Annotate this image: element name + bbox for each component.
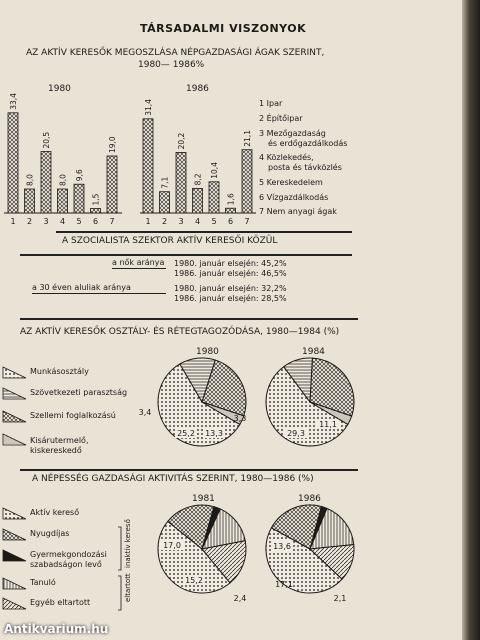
class-legend-item: Szellemi foglalkozású [30, 411, 116, 420]
bar [25, 189, 35, 213]
category-tick-label: 4 [59, 217, 66, 226]
pie-slice-label: 2,4 [233, 594, 247, 603]
bar-value-label: 1,5 [91, 193, 101, 206]
legend-item: 2 Építőipar [259, 114, 303, 123]
activity-legend-swatch [3, 529, 26, 540]
bar-value-label: 20,5 [42, 131, 51, 149]
bar [209, 182, 219, 213]
bar-chart-subtitle: 1980— 1986% [138, 60, 205, 70]
pie-title-1986: 1986 [298, 494, 321, 504]
legend-item: 4 Közlekedés, [259, 153, 314, 162]
bar-value-label: 8,0 [58, 174, 68, 186]
category-tick-label: 2 [26, 217, 33, 226]
legend-item: 3 Mezőgazdaság [259, 129, 326, 138]
pie-title-1984: 1984 [302, 347, 325, 357]
bar [160, 192, 170, 213]
pie-slice-label: 25,2 [177, 429, 195, 438]
activity-legend-item: Tanuló [30, 578, 56, 587]
class-legend-swatch [3, 434, 26, 445]
category-tick-label: 6 [227, 217, 234, 226]
class-legend-item: Szövetkezeti parasztság [30, 388, 128, 397]
activity-legend-item: Aktív kereső [30, 508, 80, 517]
activity-chart-title: A NÉPESSÉG GAZDASÁGI AKTIVITÁS SZERINT, 1980—1986 (%) [32, 474, 314, 484]
category-tick-label: 1 [145, 217, 151, 226]
pie-title-1980: 1980 [196, 347, 219, 357]
bracket-inactive [118, 527, 121, 570]
under30-ratio-label: a 30 éven aluliak aránya [32, 283, 131, 292]
women-ratio-label: a nők aránya [112, 258, 165, 267]
pie-slice-label: 29,3 [287, 429, 305, 438]
legend-item: 6 Vízgazdálkodás [259, 193, 329, 202]
category-tick-label: 2 [161, 217, 168, 226]
pie-slice-label: 13,6 [273, 542, 291, 551]
bar [242, 150, 252, 213]
activity-legend-swatch [3, 550, 26, 561]
under30-ratio-1980: 1980. január elsején: 32,2% [174, 284, 287, 293]
activity-legend-swatch [3, 598, 26, 609]
sector-title: A SZOCIALISTA SZEKTOR AKTÍV KERESŐI KÖZÜL [62, 236, 278, 246]
category-tick-label: 7 [244, 217, 250, 226]
activity-legend-swatch [3, 508, 26, 519]
book-spine-shadow [462, 0, 480, 640]
bar-year-left: 1980 [48, 84, 71, 94]
bracket-dependent [118, 576, 121, 610]
bar [176, 152, 186, 213]
legend-item: 7 Nem anyagi ágak [259, 207, 337, 216]
bar-year-right: 1986 [186, 84, 209, 94]
activity-legend-swatch [3, 578, 26, 589]
under30-ratio-1986: 1986. január elsején: 28,5% [174, 294, 287, 303]
legend-item: 1 Ipar [259, 99, 283, 108]
bar [143, 119, 153, 213]
watermark: Antikvarium.hu [4, 622, 109, 636]
category-tick-label: 5 [211, 217, 217, 226]
bar [226, 208, 236, 213]
category-tick-label: 5 [76, 217, 82, 226]
bar [8, 113, 18, 213]
pie-title-1981: 1981 [192, 494, 215, 504]
pie-slice-label: 17,0 [163, 541, 181, 550]
class-legend-item: Munkásosztály [30, 367, 89, 376]
pie-slice-label: 17,1 [275, 580, 293, 589]
category-tick-label: 6 [92, 217, 99, 226]
class-legend-swatch [3, 367, 26, 378]
women-ratio-1986: 1986. január elsején: 46,5% [174, 269, 287, 278]
class-legend-item: Kisárutermelő, [30, 436, 89, 445]
bar-chart-title: AZ AKTÍV KERESŐK MEGOSZLÁSA NÉPGAZDASÁGI ÁGAK SZERINT, [26, 48, 325, 58]
class-chart-title: AZ AKTÍV KERESŐK OSZTÁLY- ÉS RÉTEGTAGOZÓDÁSA, 1980—1984 (%) [20, 327, 340, 337]
activity-legend-item: Nyugdíjas [30, 529, 70, 538]
bar-value-label: 10,4 [210, 162, 219, 179]
legend-item: 5 Kereskedelem [259, 178, 323, 187]
bar-value-label: 20,2 [177, 132, 186, 150]
activity-legend-item: Gyermekgondozási [30, 550, 107, 559]
category-tick-label: 1 [10, 217, 16, 226]
bar-value-label: 7,1 [160, 176, 170, 189]
activity-legend-item-cont: szabadságon levő [30, 560, 102, 569]
bar [58, 189, 68, 213]
class-legend-swatch [3, 388, 26, 399]
bar-value-label: 31,4 [144, 99, 153, 116]
class-legend-item-cont: kiskereskedő [30, 446, 82, 455]
bar-value-label: 19,0 [108, 136, 117, 153]
activity-legend-item: Egyéb eltartott [30, 598, 91, 607]
category-tick-label: 7 [109, 217, 115, 226]
category-tick-label: 3 [43, 217, 49, 226]
legend-item-cont: és erdőgazdálkodás [268, 139, 348, 148]
class-legend-swatch [3, 411, 26, 422]
bar-value-label: 33,4 [9, 93, 18, 110]
bar-value-label: 21,1 [243, 129, 252, 147]
bar-value-label: 1,6 [226, 193, 236, 206]
bar [107, 156, 117, 213]
pie-slice-label: 3,4 [138, 408, 152, 417]
bar-value-label: 8,0 [25, 174, 35, 186]
bracket-inactive-label: inaktív kereső [124, 519, 132, 568]
bar [74, 184, 84, 213]
bar [91, 209, 101, 214]
pie-slice-label: 13,3 [205, 429, 223, 438]
category-tick-label: 3 [178, 217, 184, 226]
women-ratio-1980: 1980. január elsején: 45,2% [174, 259, 287, 268]
pie-slice-label: 15,2 [185, 576, 203, 585]
bar [41, 152, 51, 214]
bar-value-label: 8,2 [193, 173, 203, 186]
bar-value-label: 9,6 [75, 169, 84, 182]
pie-slice-label: 2,1 [333, 594, 347, 603]
bracket-dependent-label: eltartott [124, 573, 132, 602]
page-title: TÁRSADALMI VISZONYOK [140, 22, 307, 35]
bar [193, 188, 203, 213]
category-tick-label: 4 [194, 217, 201, 226]
pie-slice-label: 3,3 [233, 414, 247, 423]
legend-item-cont: posta és távközlés [268, 163, 342, 172]
pie-slice-label: 11,1 [319, 420, 337, 429]
